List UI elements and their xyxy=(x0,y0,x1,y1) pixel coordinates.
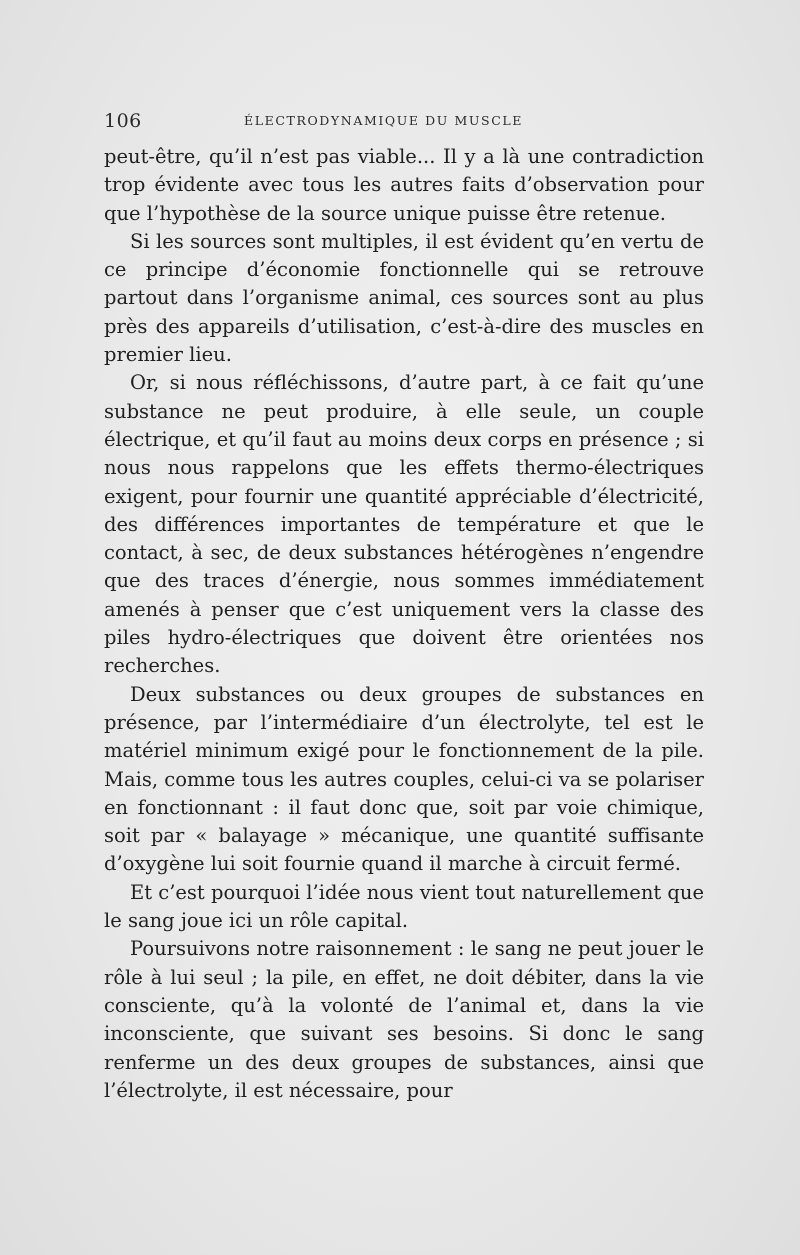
paragraph: peut-être, qu’il n’est pas viable... Il y a là une contradiction trop évidente avec tous les autres faits d’observation pour que l’hypothèse de la source unique puisse être retenue. xyxy=(104,145,704,225)
paragraph: Si les sources sont multiples, il est évident qu’en vertu de ce principe d’économie fonctionnelle qui se retrouve partout dans l’organisme animal, ces sources sont au plus près des appareils d’utilisation, c’est-à-dire des muscles en premier lieu. xyxy=(104,229,704,367)
paragraph: Deux substances ou deux groupes de substances en présence, par l’intermédiaire d’un électrolyte, tel est le matériel minimum exigé pour le fonctionnement de la pile. Mais, comme tous les autres couples, celui-ci va se polariser en fonctionnant : il faut donc que, soit par voie chimique, soit par « balayage » mécanique, une quantité suffisante d’oxygène lui soit fournie quand il marche à circuit fermé. xyxy=(104,682,704,876)
page-number: 106 xyxy=(104,110,142,132)
running-title: ÉLECTRODYNAMIQUE DU MUSCLE xyxy=(244,113,523,128)
page-header xyxy=(104,110,704,134)
body-text xyxy=(104,143,704,1105)
paragraph: Et c’est pourquoi l’idée nous vient tout naturellement que le sang joue ici un rôle capital. xyxy=(104,880,705,933)
paragraph: Poursuivons notre raisonnement : le sang ne peut jouer le rôle à lui seul ; la pile, en effet, ne doit débiter, dans la vie consciente, qu’à la volonté de l’animal et, dans la vie inconsciente, que suivant ses besoins. Si donc le sang renferme un des deux groupes de substances, ainsi que l’électrolyte, il est nécessaire, pour xyxy=(104,937,704,1102)
paragraph: Or, si nous réfléchissons, d’autre part, à ce fait qu’une substance ne peut produire, à elle seule, un couple électrique, et qu’il faut au moins deux corps en présence ; si nous nous rappelons que les effets thermo-électriques exigent, pour fournir une quantité appréciable d’électricité, des différences importantes de température et que le contact, à sec, de deux substances hétérogènes n’engendre que des traces d’énergie, nous sommes immédiatement amenés à penser que c’est uniquement vers la classe des piles hydro-électriques que doivent être orientées nos recherches. xyxy=(104,371,704,678)
